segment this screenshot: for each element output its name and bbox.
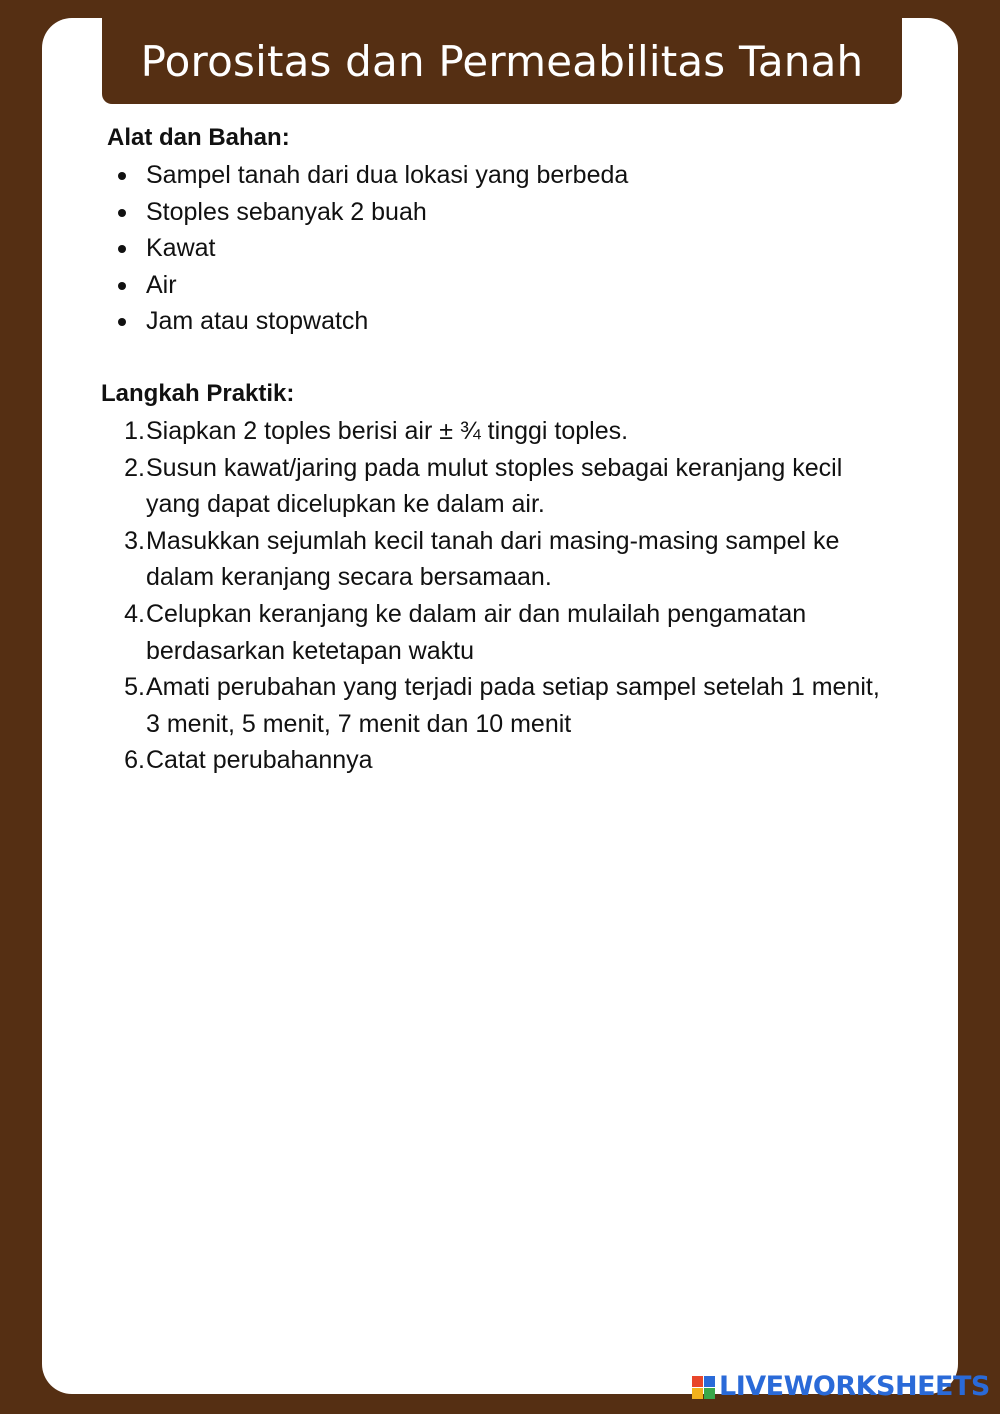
step-text: Celupkan keranjang ke dalam air dan mulailah pengamatan berdasarkan ketetapan waktu — [146, 599, 807, 665]
step-text: Masukkan sejumlah kecil tanah dari masing-masing sampel ke dalam keranjang secara bersamaan. — [146, 526, 840, 592]
liveworksheets-logo-icon — [692, 1376, 715, 1399]
step-text: Catat perubahannya — [146, 746, 373, 775]
bullet-icon — [118, 318, 126, 326]
step-number: 4. — [124, 599, 145, 628]
step-item — [100, 523, 900, 596]
step-number: 2. — [124, 453, 145, 482]
step-text: Amati perubahan yang terjadi pada setiap sampel setelah 1 menit, 3 menit, 5 menit, 7 menit dan 10 menit — [146, 673, 880, 738]
steps-list — [100, 413, 900, 779]
title-banner — [102, 18, 902, 104]
tools-list — [100, 157, 628, 340]
list-item — [100, 157, 628, 194]
list-item-text: Jam atau stopwatch — [146, 307, 369, 336]
step-number: 5. — [124, 673, 145, 702]
tools-heading: Alat dan Bahan: — [107, 124, 290, 151]
bullet-icon — [118, 282, 126, 290]
step-item — [100, 596, 900, 669]
list-item — [100, 194, 628, 231]
list-item-text: Sampel tanah dari dua lokasi yang berbeda — [146, 161, 629, 189]
list-item-text: Kawat — [146, 234, 216, 263]
step-number: 1. — [124, 417, 145, 445]
list-item-text: Stoples sebanyak 2 buah — [146, 197, 427, 226]
watermark-text: LIVEWORKSHEETS — [719, 1371, 990, 1402]
step-item — [100, 413, 900, 450]
bullet-icon — [118, 245, 126, 253]
page-title: Porositas dan Permeabilitas Tanah — [140, 36, 864, 86]
list-item — [100, 267, 628, 304]
step-number: 6. — [124, 746, 145, 775]
list-item — [100, 230, 628, 267]
bullet-icon — [118, 172, 126, 180]
step-number: 3. — [124, 526, 145, 555]
list-item — [100, 303, 628, 340]
step-text: Susun kawat/jaring pada mulut stoples sebagai keranjang kecil yang dapat dicelupkan ke dalam air. — [146, 453, 843, 519]
step-item — [100, 742, 900, 779]
step-item — [100, 450, 900, 523]
steps-heading: Langkah Praktik: — [101, 380, 295, 407]
liveworksheets-watermark — [692, 1372, 990, 1402]
list-item-text: Air — [146, 270, 177, 299]
bullet-icon — [118, 209, 126, 217]
step-item — [100, 669, 900, 742]
step-text: Siapkan 2 toples berisi air ± ¾ tinggi toples. — [146, 417, 629, 445]
